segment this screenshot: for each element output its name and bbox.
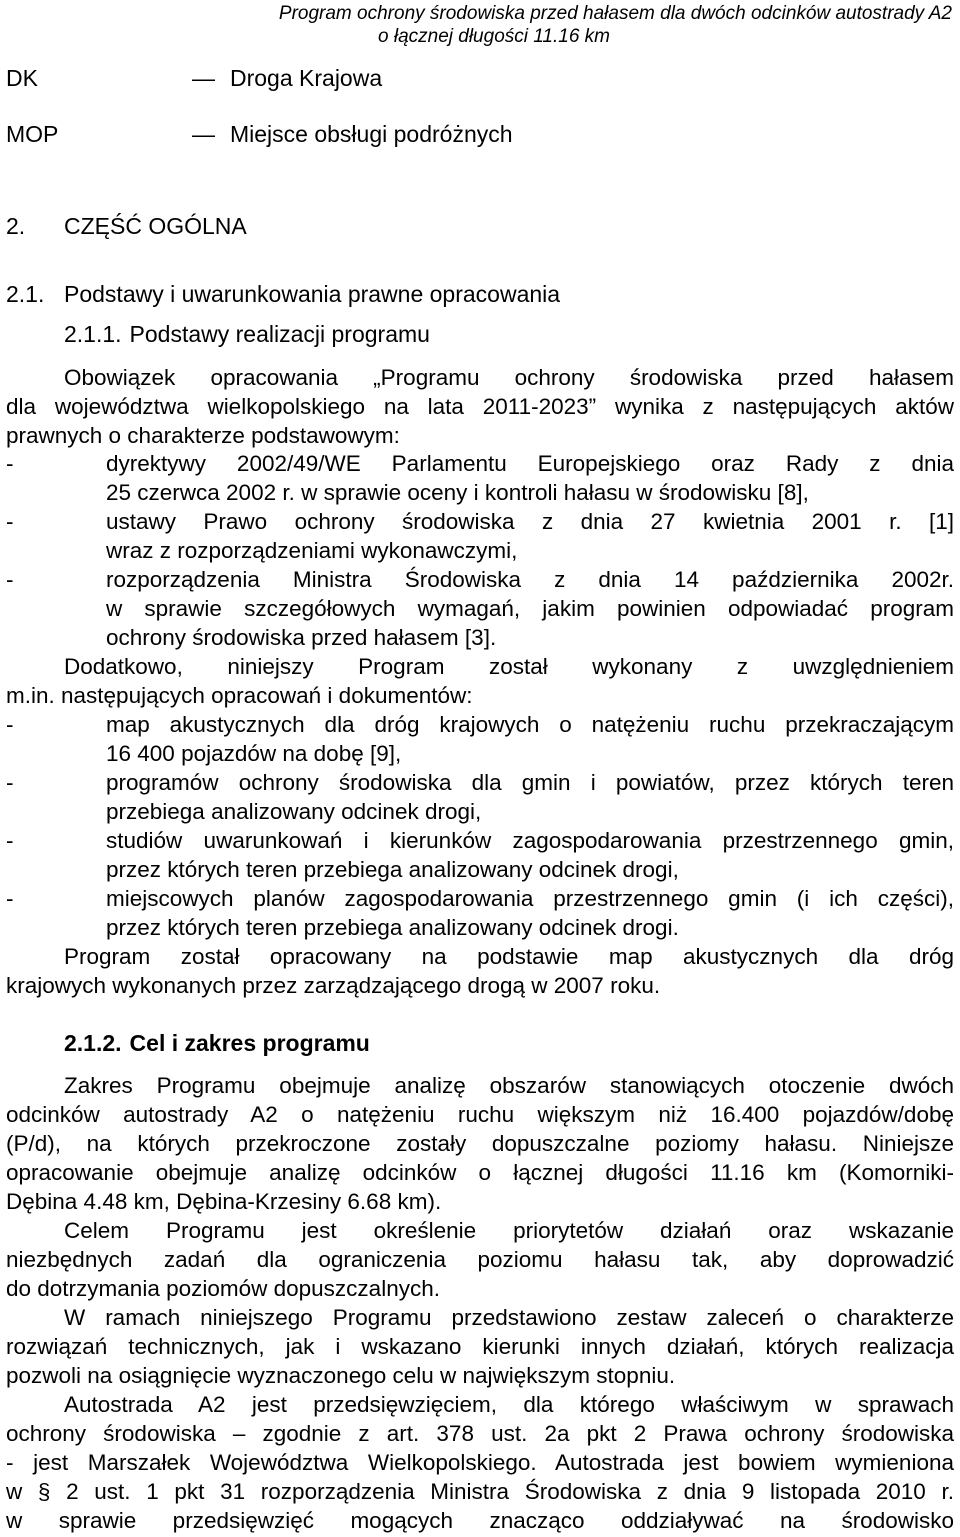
section-heading-2-1-2	[64, 1029, 370, 1057]
paragraph-line: w § 2 ust. 1 pkt 31 rozporządzenia Ministra Środowiska z dnia 9 listopada 2010 r.	[6, 1479, 954, 1504]
paragraph-line: opracowanie obejmuje analizę odcinków o łącznej długości 11.16 km (Komorniki-	[6, 1160, 954, 1185]
list-item-line: studiów uwarunkowań i kierunków zagospodarowania przestrzennego gmin,	[106, 828, 954, 853]
section-number: 2.1.	[6, 281, 45, 307]
paragraph-line: pozwoli na osiągnięcie wyznaczonego celu w największym stopniu.	[6, 1363, 676, 1388]
list-item-line: dyrektywy 2002/49/WE Parlamentu Europejskiego oraz Rady z dnia	[106, 451, 954, 476]
list-item-line: przez których teren przebiega analizowany odcinek drogi,	[106, 857, 679, 882]
section-title: Cel i zakres programu	[129, 1030, 370, 1056]
abbreviation-dash: —	[192, 65, 215, 91]
paragraph-line: Dębina 4.48 km, Dębina-Krzesiny 6.68 km).	[6, 1189, 442, 1214]
list-item-line: przebiega analizowany odcinek drogi,	[106, 799, 482, 824]
list-bullet: -	[6, 712, 14, 737]
paragraph-line: rozwiązań technicznych, jak i wskazano kierunki innych działań, których realizacja	[6, 1334, 954, 1359]
list-bullet: -	[6, 451, 14, 476]
paragraph-line: dla województwa wielkopolskiego na lata 2011-2023” wynika z następujących aktów	[6, 394, 954, 419]
list-bullet: -	[6, 509, 14, 534]
paragraph-line: Celem Programu jest określenie priorytetów działań oraz wskazanie	[64, 1218, 954, 1243]
paragraph-line: niezbędnych zadań dla ograniczenia poziomu hałasu tak, aby doprowadzić	[6, 1247, 954, 1272]
paragraph-line: w sprawie przedsięwzięć mogących znacząco oddziaływać na środowisko	[6, 1508, 954, 1533]
section-heading-2-1-1	[64, 320, 430, 348]
abbreviation-meaning: Miejsce obsługi podróżnych	[230, 121, 513, 147]
page-header	[0, 2, 960, 48]
list-item-line: rozporządzenia Ministra Środowiska z dnia 14 października 2002r.	[106, 567, 954, 592]
abbreviation-meaning: Droga Krajowa	[230, 65, 383, 91]
section-title: Podstawy realizacji programu	[129, 321, 430, 347]
header-title-line-2: o łącznej długości 11.16 km	[378, 26, 610, 47]
list-bullet: -	[6, 770, 14, 795]
list-item-line: 25 czerwca 2002 r. w sprawie oceny i kontroli hałasu w środowisku [8],	[106, 480, 809, 505]
paragraph-line: W ramach niniejszego Programu przedstawiono zestaw zaleceń o charakterze	[64, 1305, 954, 1330]
section-number: 2.1.2.	[64, 1030, 122, 1056]
paragraph-line: Program został opracowany na podstawie map akustycznych dla dróg	[64, 944, 954, 969]
paragraph-line: Obowiązek opracowania „Programu ochrony środowiska przed hałasem	[64, 365, 954, 390]
abbreviation-row	[6, 120, 513, 148]
list-item-line: map akustycznych dla dróg krajowych o natężeniu ruchu przekraczającym	[106, 712, 954, 737]
paragraph-line: m.in. następujących opracowań i dokumentów:	[6, 683, 473, 708]
list-item-line: w sprawie szczegółowych wymagań, jakim powinien odpowiadać program	[106, 596, 954, 621]
paragraph-line: Dodatkowo, niniejszy Program został wykonany z uwzględnieniem	[64, 654, 954, 679]
paragraph-line: odcinków autostrady A2 o natężeniu ruchu większym niż 16.400 pojazdów/dobę	[6, 1102, 954, 1127]
abbreviation: MOP	[6, 121, 59, 147]
abbreviation: DK	[6, 65, 38, 91]
header-title-line-1: Program ochrony środowiska przed hałasem dla dwóch odcinków autostrady A2	[278, 3, 952, 24]
list-bullet: -	[6, 828, 14, 853]
paragraph-line: Zakres Programu obejmuje analizę obszarów stanowiących otoczenie dwóch	[64, 1073, 954, 1098]
list-item-line: miejscowych planów zagospodarowania przestrzennego gmin (i ich części),	[106, 886, 954, 911]
list-bullet: -	[6, 886, 14, 911]
list-item-line: przez których teren przebiega analizowany odcinek drogi.	[106, 915, 679, 940]
section-title: CZĘŚĆ OGÓLNA	[64, 213, 247, 239]
list-item-line: ochrony środowiska przed hałasem [3].	[106, 625, 497, 650]
list-item-line: programów ochrony środowiska dla gmin i powiatów, przez których teren	[106, 770, 954, 795]
list-item-line: wraz z rozporządzeniami wykonawczymi,	[106, 538, 518, 563]
paragraph-line: Autostrada A2 jest przedsięwzięciem, dla którego właściwym w sprawach	[64, 1392, 954, 1417]
paragraph-line: krajowych wykonanych przez zarządzającego drogą w 2007 roku.	[6, 973, 661, 998]
paragraph-line: ochrony środowiska – zgodnie z art. 378 ust. 2a pkt 2 Prawa ochrony środowiska	[6, 1421, 954, 1446]
section-heading-2	[6, 212, 247, 240]
section-number: 2.1.1.	[64, 321, 122, 347]
section-heading-2-1	[6, 280, 560, 308]
list-item-line: ustawy Prawo ochrony środowiska z dnia 27 kwietnia 2001 r. [1]	[106, 509, 954, 534]
paragraph-line: do dotrzymania poziomów dopuszczalnych.	[6, 1276, 440, 1301]
section-number: 2.	[6, 213, 26, 239]
abbreviation-row	[6, 64, 382, 92]
paragraph-line: (P/d), na których przekroczone zostały dopuszczalne poziomy hałasu. Niniejsze	[6, 1131, 954, 1156]
list-bullet: -	[6, 567, 14, 592]
abbreviation-dash: —	[192, 121, 215, 147]
paragraph-line: - jest Marszałek Województwa Wielkopolskiego. Autostrada jest bowiem wymieniona	[6, 1450, 954, 1475]
list-item-line: 16 400 pojazdów na dobę [9],	[106, 741, 402, 766]
paragraph-line: prawnych o charakterze podstawowym:	[6, 423, 400, 448]
section-title: Podstawy i uwarunkowania prawne opracowania	[64, 281, 561, 307]
